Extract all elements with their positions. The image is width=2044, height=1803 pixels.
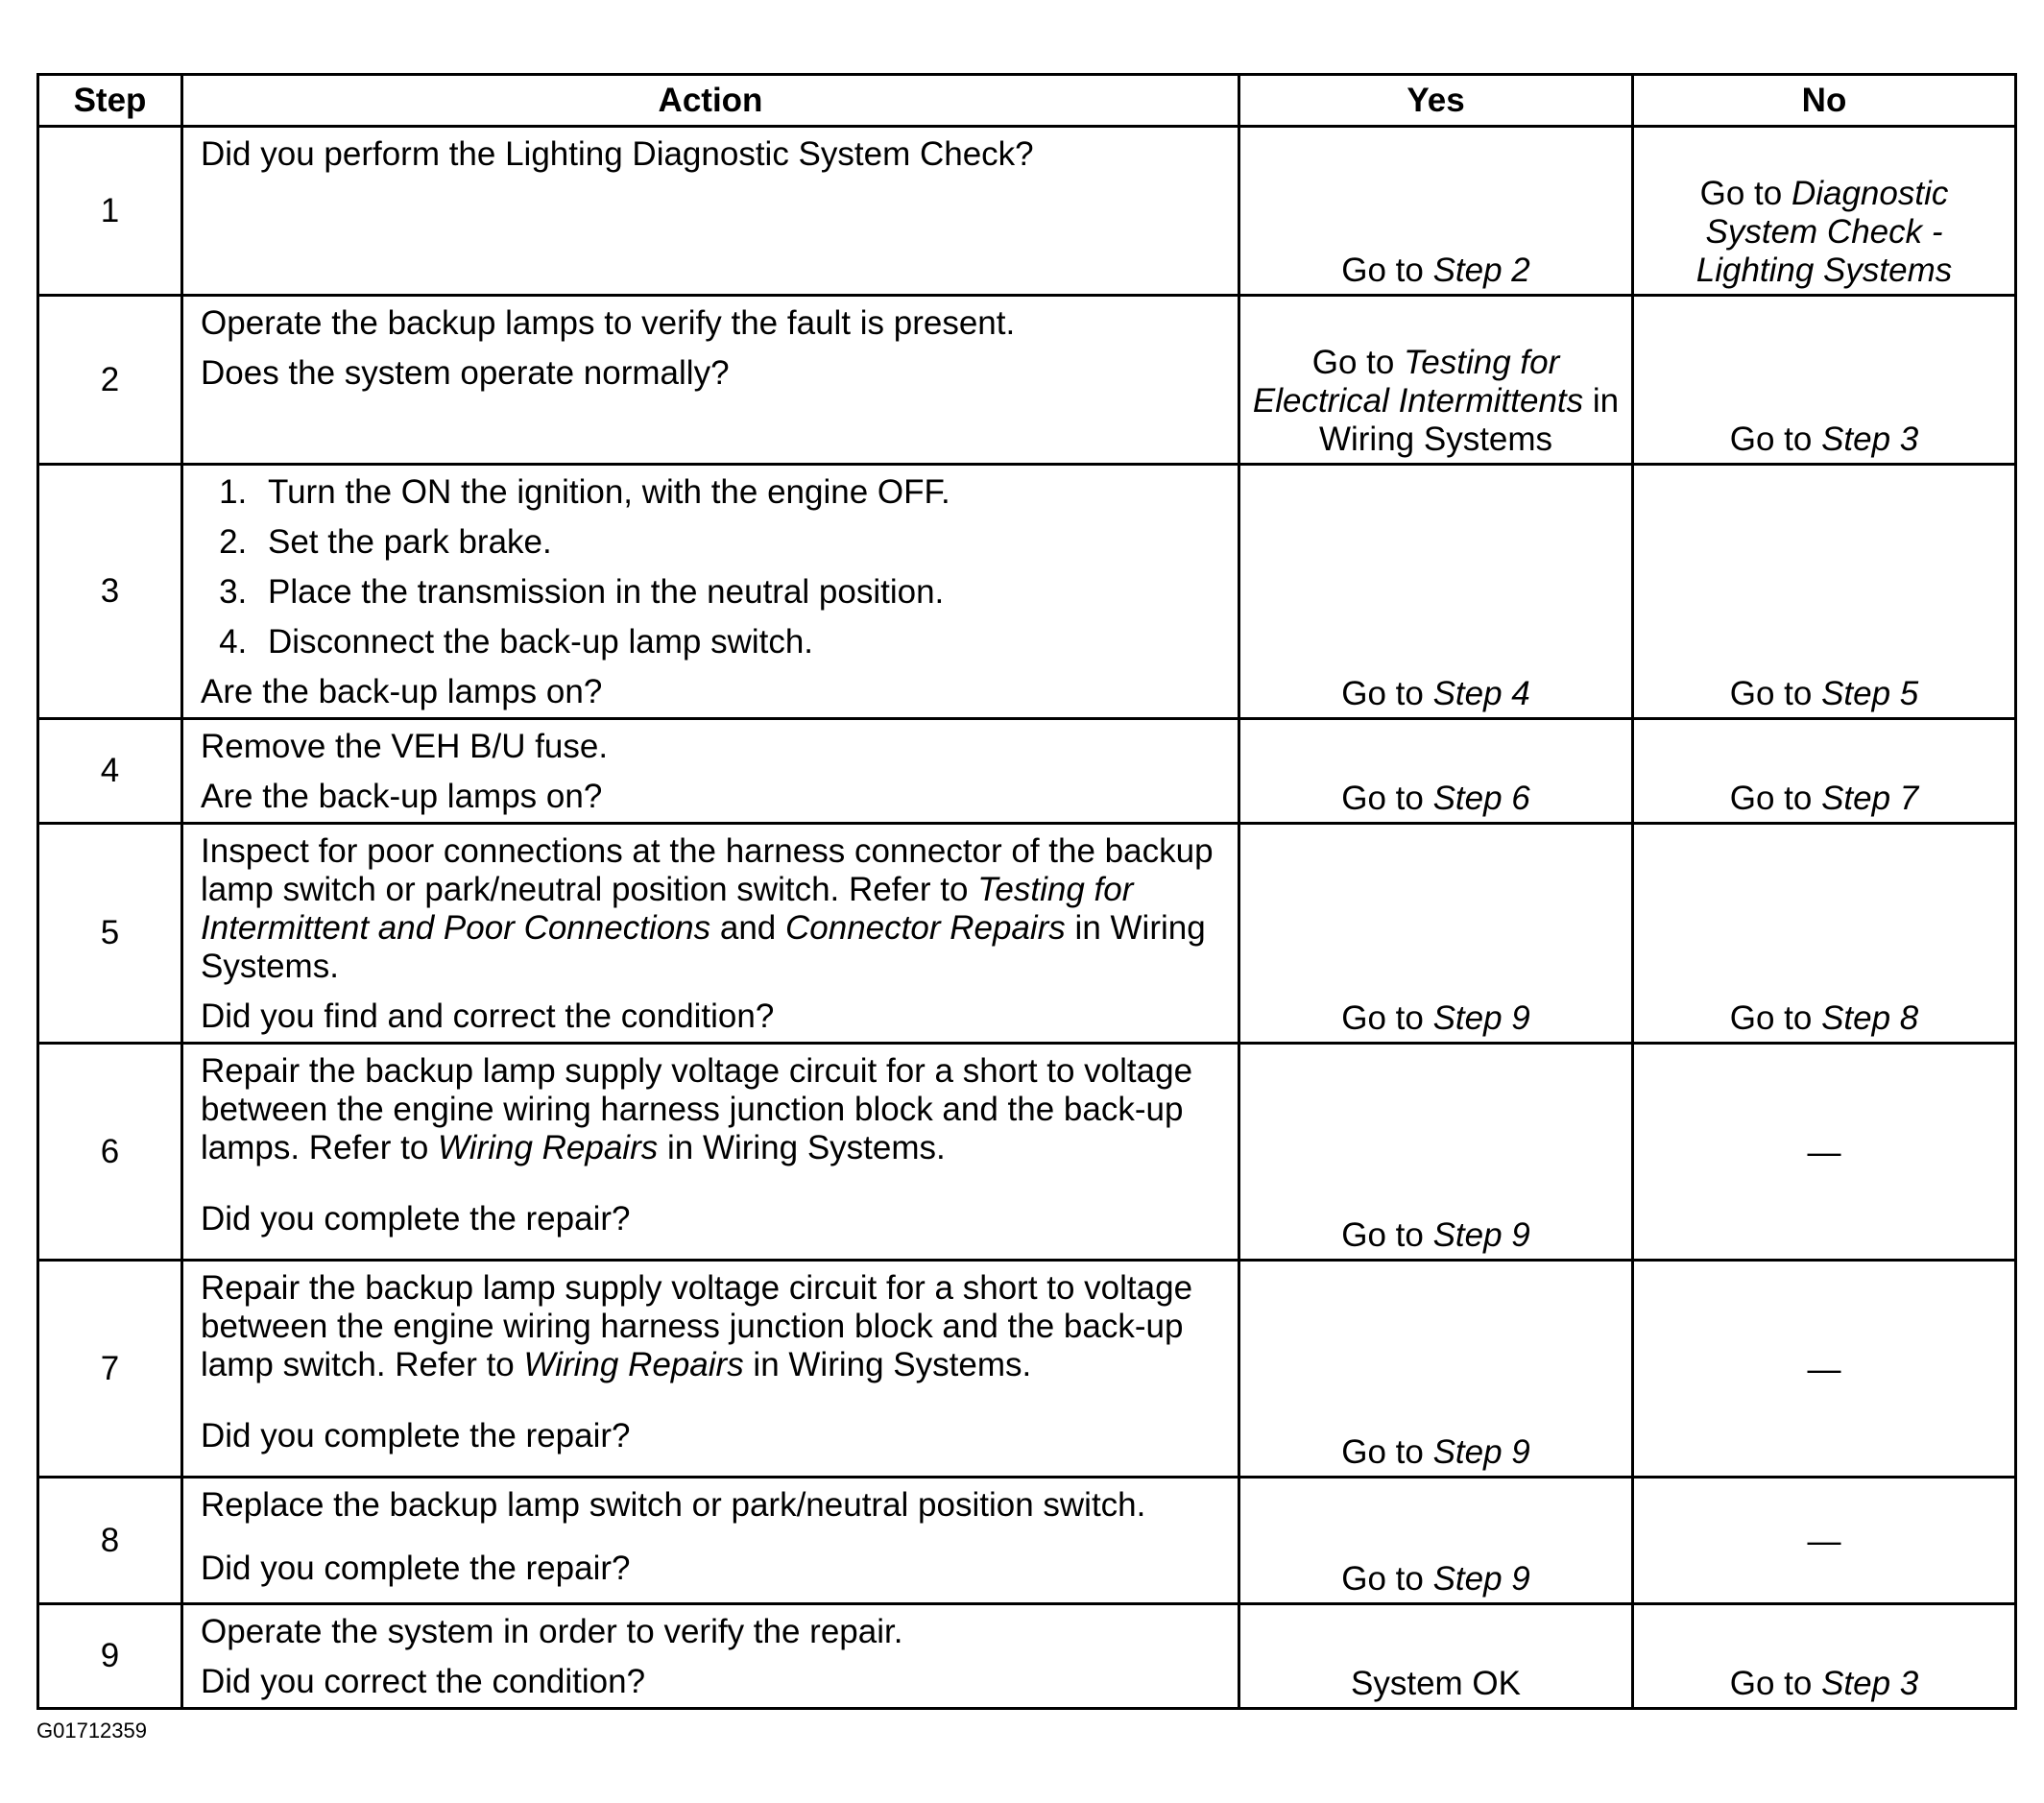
substep-item: 2. Set the park brake.	[256, 523, 1220, 562]
action-cell	[182, 1044, 1239, 1261]
step-number: 8	[38, 1478, 182, 1604]
no-cell: —	[1633, 1261, 2016, 1478]
yes-prefix: Go to	[1341, 252, 1433, 289]
yes-cell	[1239, 1044, 1633, 1261]
yes-prefix: Go to	[1311, 344, 1405, 381]
no-cell	[1633, 719, 2016, 824]
yes-ref: Step 6	[1432, 780, 1530, 817]
table-row	[38, 296, 2016, 465]
no-prefix: Go to	[1729, 675, 1822, 712]
action-question: Did you complete the repair?	[201, 1417, 631, 1454]
figure-id: G01712359	[36, 1719, 147, 1743]
no-ref: Step 8	[1821, 999, 1919, 1037]
action-cell	[182, 1261, 1239, 1478]
no-ref: Step 3	[1821, 1665, 1919, 1702]
action-cell	[182, 1604, 1239, 1709]
no-prefix: Go to	[1729, 1665, 1822, 1702]
action-paragraph	[201, 1486, 1220, 1525]
no-cell	[1633, 824, 2016, 1044]
table-row	[38, 1044, 2016, 1261]
step-number: 6	[38, 1044, 182, 1261]
yes-cell	[1239, 824, 1633, 1044]
yes-cell	[1239, 465, 1633, 719]
action-question: Are the back-up lamps on?	[201, 673, 603, 710]
header-no: No	[1633, 75, 2016, 127]
substep-item: 4. Disconnect the back-up lamp switch.	[256, 623, 1220, 661]
yes-cell	[1239, 719, 1633, 824]
action-question: Did you correct the condition?	[201, 1663, 646, 1700]
action-text: in Wiring Systems.	[658, 1129, 946, 1166]
action-text: Repair the backup lamp supply voltage circuit for a short to voltage between the engine wiring harness junction block and the back-up lamp switch. Refer to	[201, 1269, 1193, 1383]
action-cell	[182, 824, 1239, 1044]
doc-reference: Testing for Intermittent and Poor Connections	[201, 871, 1134, 947]
no-ref: Step 7	[1821, 780, 1919, 817]
step-number: 4	[38, 719, 182, 824]
yes-prefix: Go to	[1341, 780, 1433, 817]
step-number: 3	[38, 465, 182, 719]
yes-ref: Step 9	[1432, 1216, 1530, 1254]
table-row	[38, 824, 2016, 1044]
doc-reference: Wiring Repairs	[438, 1129, 659, 1166]
action-cell	[182, 465, 1239, 719]
action-question: Does the system operate normally?	[201, 354, 730, 392]
no-prefix: Go to	[1729, 780, 1822, 817]
step-number: 2	[38, 296, 182, 465]
action-text: Replace the backup lamp switch or park/neutral position switch.	[201, 1486, 1146, 1524]
action-question: Did you complete the repair?	[201, 1550, 631, 1587]
action-line: Remove the VEH B/U fuse.	[201, 728, 609, 765]
no-ref: Step 5	[1821, 675, 1919, 712]
table-row	[38, 127, 2016, 296]
doc-reference: Wiring Repairs	[523, 1346, 744, 1383]
table-row	[38, 1478, 2016, 1604]
action-text: Repair the backup lamp supply voltage circuit for a short to voltage between the engine wiring harness junction block and the back-up lamps. Refer to	[201, 1052, 1193, 1166]
action-paragraph	[201, 1052, 1220, 1167]
action-text: Inspect for poor connections at the harness connector of the backup lamp switch or park/neutral position switch. Refer to	[201, 832, 1214, 908]
action-text: in Wiring Systems.	[743, 1346, 1032, 1383]
doc-reference: Connector Repairs	[785, 909, 1066, 947]
action-question: Did you find and correct the condition?	[201, 998, 775, 1035]
action-paragraph	[201, 1269, 1220, 1384]
header-row	[38, 75, 2016, 127]
yes-suffix: in Wiring Systems	[1318, 382, 1620, 458]
no-cell	[1633, 465, 2016, 719]
yes-ref: Step 4	[1432, 675, 1530, 712]
action-paragraph	[201, 832, 1220, 986]
no-ref: Diagnostic System Check - Lighting Systems	[1695, 175, 1953, 289]
yes-cell	[1239, 1478, 1633, 1604]
action-text: and	[710, 909, 785, 947]
table-row	[38, 1261, 2016, 1478]
action-question: Are the back-up lamps on?	[201, 778, 603, 815]
yes-cell	[1239, 296, 1633, 465]
step-number: 1	[38, 127, 182, 296]
substep-item: 1. Turn the ON the ignition, with the engine OFF.	[256, 473, 1220, 512]
action-line: Operate the system in order to verify the repair.	[201, 1613, 903, 1650]
yes-prefix: Go to	[1341, 1560, 1433, 1598]
table-row	[38, 719, 2016, 824]
yes-cell	[1239, 1261, 1633, 1478]
no-ref: Step 3	[1821, 421, 1919, 458]
yes-ref: Step 9	[1432, 999, 1530, 1037]
yes-ref: Testing for Electrical Intermittents	[1252, 344, 1584, 420]
no-cell: —	[1633, 1044, 2016, 1261]
substep-list	[201, 473, 1220, 661]
no-cell	[1633, 127, 2016, 296]
yes-cell: System OK	[1239, 1604, 1633, 1709]
no-cell	[1633, 296, 2016, 465]
action-cell	[182, 296, 1239, 465]
yes-prefix: Go to	[1341, 1216, 1433, 1254]
table-row	[38, 1604, 2016, 1709]
action-cell	[182, 719, 1239, 824]
yes-cell	[1239, 127, 1633, 296]
action-line: Operate the backup lamps to verify the fault is present.	[201, 304, 1016, 342]
yes-prefix: Go to	[1341, 999, 1433, 1037]
diagnostic-table	[36, 73, 2017, 1710]
step-number: 5	[38, 824, 182, 1044]
action-cell	[182, 1478, 1239, 1604]
no-prefix: Go to	[1729, 999, 1822, 1037]
yes-ref: Step 9	[1432, 1560, 1530, 1598]
no-prefix: Go to	[1699, 175, 1792, 212]
no-cell	[1633, 1604, 2016, 1709]
header-action: Action	[182, 75, 1239, 127]
table-row	[38, 465, 2016, 719]
action-text: in Wiring Systems.	[201, 909, 1206, 985]
header-step: Step	[38, 75, 182, 127]
no-cell: —	[1633, 1478, 2016, 1604]
yes-prefix: Go to	[1341, 1433, 1433, 1471]
step-number: 7	[38, 1261, 182, 1478]
yes-ref: Step 9	[1432, 1433, 1530, 1471]
action-question: Did you complete the repair?	[201, 1200, 631, 1238]
action-cell	[182, 127, 1239, 296]
yes-prefix: Go to	[1341, 675, 1433, 712]
no-prefix: Go to	[1729, 421, 1822, 458]
step-number: 9	[38, 1604, 182, 1709]
header-yes: Yes	[1239, 75, 1633, 127]
substep-item: 3. Place the transmission in the neutral position.	[256, 573, 1220, 612]
action-line: Did you perform the Lighting Diagnostic System Check?	[201, 135, 1034, 173]
yes-ref: Step 2	[1432, 252, 1530, 289]
